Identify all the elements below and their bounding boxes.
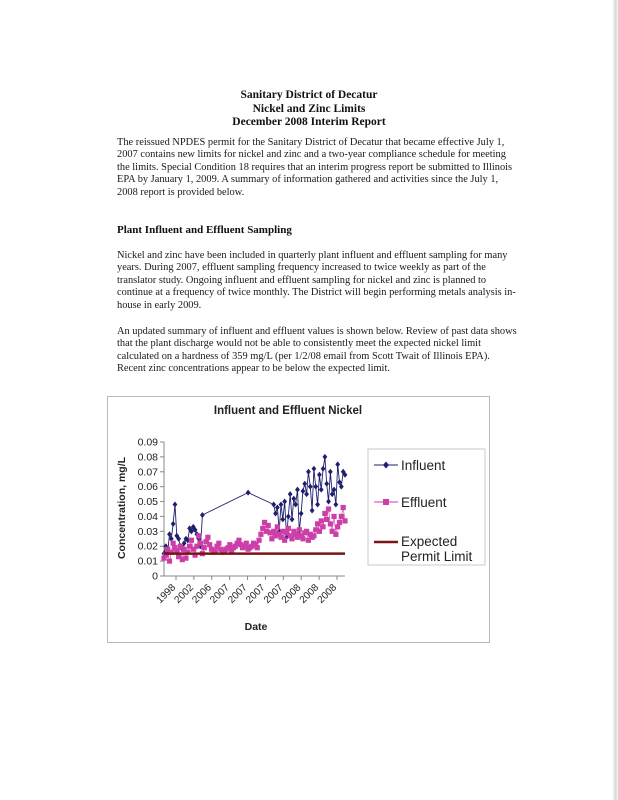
effluent-point (216, 541, 221, 546)
x-tick-label: 2007 (208, 582, 232, 606)
influent-point (322, 454, 327, 460)
effluent-point (341, 505, 346, 510)
influent-point (295, 487, 300, 493)
report-title-block (0, 89, 618, 130)
effluent-point (326, 506, 331, 511)
effluent-point (331, 514, 336, 519)
legend-label: Effluent (401, 495, 447, 510)
effluent-point (183, 556, 188, 561)
influent-point (299, 510, 304, 516)
influent-point (279, 502, 284, 508)
y-tick-label: 0.09 (137, 436, 158, 449)
effluent-point (236, 538, 241, 543)
y-tick-label: 0.05 (137, 496, 158, 509)
effluent-point (317, 529, 322, 534)
effluent-point (256, 538, 261, 543)
influent-point (271, 502, 276, 508)
nickel-chart (107, 396, 490, 643)
summary-paragraph: An updated summary of influent and effluent values is shown below. Review of past data shows that the plant discharge would not be able to consistently meet the expected nickel limit calculated on a hardness of 359 mg/L (per 1/2/08 email from Scott Twait of Illinois EPA). Recent zinc concentrations appear to be below the expected limit. (117, 326, 517, 375)
effluent-point (328, 521, 333, 526)
x-tick-label: 2007 (261, 582, 286, 606)
effluent-point (335, 524, 340, 529)
effluent-point (342, 518, 347, 523)
influent-point (246, 490, 251, 496)
influent-point (282, 499, 287, 505)
effluent-point (207, 542, 212, 547)
legend-marker (383, 499, 389, 505)
influent-point (335, 461, 340, 467)
influent-point (275, 505, 280, 511)
influent-point (290, 516, 295, 522)
x-tick-label: 2006 (190, 582, 214, 606)
chart-svg (108, 397, 489, 642)
influent-point (273, 510, 278, 516)
y-tick-label: 0.08 (137, 451, 158, 464)
chart-title: Influent and Effluent Nickel (213, 405, 363, 417)
x-tick-label: 2007 (226, 582, 250, 606)
effluent-point (167, 559, 172, 564)
effluent-point (337, 520, 342, 525)
effluent-point (189, 538, 194, 543)
legend-label: Permit Limit (401, 549, 473, 564)
y-tick-label: 0.07 (137, 466, 158, 479)
influent-point (326, 499, 331, 505)
effluent-point (258, 532, 263, 537)
influent-point (319, 487, 324, 493)
y-tick-label: 0.06 (137, 481, 158, 494)
effluent-point (266, 523, 271, 528)
effluent-point (339, 514, 344, 519)
influent-point (315, 502, 320, 508)
effluent-point (205, 535, 210, 540)
x-tick-label: 2008 (279, 582, 304, 606)
chart-y-axis-label: Concentration, mg/L (116, 456, 128, 560)
influent-point (317, 472, 322, 478)
effluent-point (198, 541, 203, 546)
x-tick-label: 2007 (244, 582, 268, 606)
influent-point (288, 491, 293, 497)
influent-point (301, 488, 306, 494)
influent-point (310, 507, 315, 513)
influent-point (304, 491, 309, 497)
influent-point (306, 469, 311, 475)
x-tick-label: 1998 (154, 582, 179, 606)
effluent-point (297, 527, 302, 532)
influent-point (291, 496, 296, 502)
x-tick-label: 2002 (172, 582, 197, 606)
effluent-point (275, 524, 280, 529)
influent-point (171, 521, 176, 527)
effluent-point (244, 541, 249, 546)
y-tick-label: 0.04 (137, 510, 158, 523)
influent-point (286, 513, 291, 519)
legend-label: Expected (401, 534, 458, 549)
influent-point (308, 484, 313, 490)
effluent-point (282, 538, 287, 543)
influent-point (200, 512, 205, 518)
influent-point (173, 502, 178, 508)
influent-point (280, 516, 285, 522)
influent-point (302, 481, 307, 487)
effluent-point (311, 533, 316, 538)
influent-point (324, 481, 329, 487)
section-heading: Plant Influent and Effluent Sampling (117, 224, 292, 236)
y-tick-label: 0 (152, 570, 158, 583)
effluent-point (286, 526, 291, 531)
report-title-line3: December 2008 Interim Report (232, 116, 386, 128)
intro-paragraph: The reissued NPDES permit for the Sanitary District of Decatur that became effective July 1, 2007 contains new limits for nickel and zinc and a two-year compliance schedule for meeting the limits. Special Condition 18 requires that an interim progress report be submitted to Illinois EPA by January 1, 2009. A summary of information gathered and activities since the July 1, 2008 report is provided below. (117, 137, 513, 198)
influent-point (313, 484, 318, 490)
influent-point (293, 502, 298, 508)
effluent-point (171, 541, 176, 546)
sampling-paragraph: Nickel and zinc have been included in quarterly plant influent and effluent sampling for many years. During 2007, effluent sampling frequency increased to twice weekly as part of the translator study. Ongoing influent and effluent sampling for nickel and zinc is planned to continue at a frequency of twice monthly. The District will begin performing metals analysis in-house in early 2009. (117, 250, 516, 311)
effluent-point (333, 532, 338, 537)
x-tick-label: 2008 (297, 582, 322, 606)
effluent-point (320, 524, 325, 529)
effluent-point (319, 518, 324, 523)
influent-point (333, 502, 338, 508)
y-tick-label: 0.03 (137, 525, 158, 538)
report-title-line1: Sanitary District of Decatur (240, 89, 378, 101)
effluent-point (271, 529, 276, 534)
influent-point (328, 469, 333, 475)
influent-point (312, 466, 317, 472)
effluent-point (255, 545, 260, 550)
report-title-line2: Nickel and Zinc Limits (252, 102, 366, 115)
chart-x-axis-label: Date (244, 621, 268, 633)
legend-label: Influent (401, 458, 446, 473)
y-tick-label: 0.01 (137, 555, 158, 568)
effluent-point (322, 511, 327, 516)
effluent-point (289, 536, 294, 541)
effluent-point (300, 536, 305, 541)
influent-point (321, 466, 326, 472)
effluent-point (196, 533, 201, 538)
effluent-point (202, 545, 207, 550)
y-tick-label: 0.02 (137, 540, 158, 553)
effluent-point (324, 517, 329, 522)
x-tick-label: 2008 (315, 582, 340, 606)
